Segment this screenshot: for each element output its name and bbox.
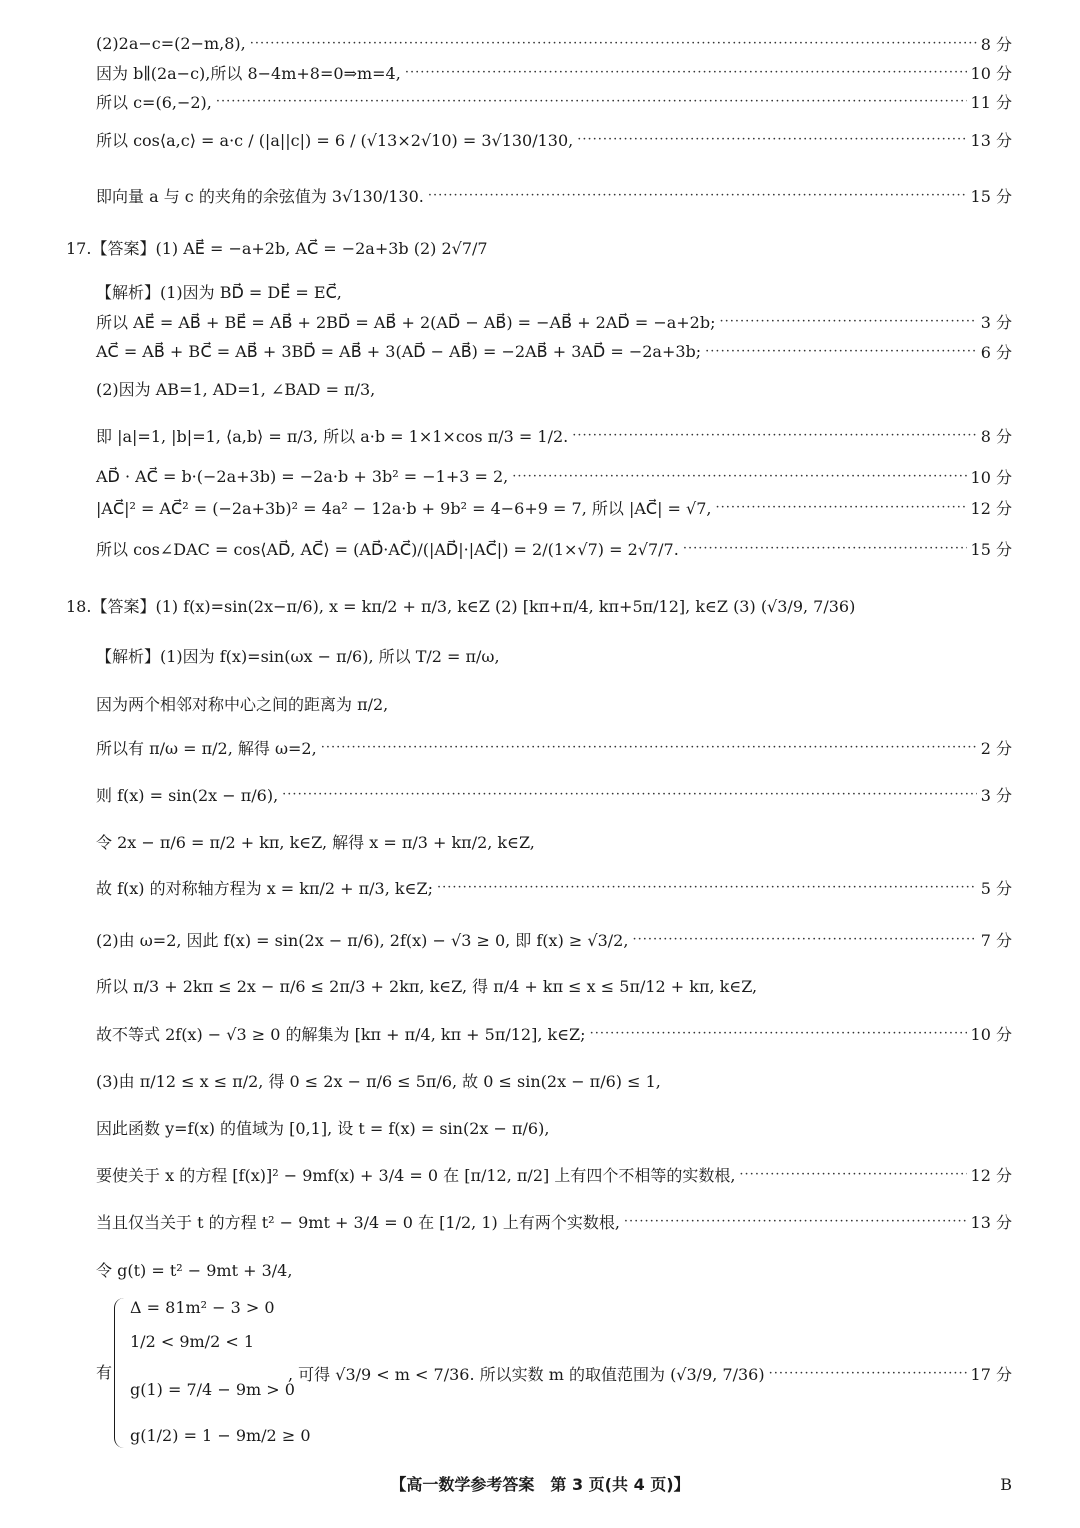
line-text: 因此函数 y=f(x) 的值域为 [0,1], 设 t = f(x) = sin(2x − π/6),	[96, 1118, 550, 1138]
score-label: 12 分	[970, 1165, 1012, 1185]
answer-line	[96, 826, 1012, 856]
leader-dots	[739, 1167, 966, 1182]
line-text: 即 |a|=1, |b|=1, ⟨a,b⟩ = π/3, 所以 a·b = 1×1×cos π/3 = 1/2.	[96, 426, 569, 446]
answer-line	[96, 1065, 1012, 1095]
score-label: 10 分	[970, 467, 1012, 487]
line-text: 18.【答案】(1) f(x)=sin(2x−π/6), x = kπ/2 + π/3, k∈Z (2) [kπ+π/4, kπ+5π/12], k∈Z (3) (√3/9, 7/36)	[66, 596, 856, 616]
line-text: (2)因为 AB=1, AD=1, ∠BAD = π/3,	[96, 379, 376, 399]
answer-line	[96, 970, 1012, 1000]
answer-line	[96, 57, 1012, 87]
score-label: 2 分	[980, 738, 1012, 758]
leader-dots	[572, 428, 976, 443]
answer-line	[96, 124, 1012, 154]
answer-line	[66, 590, 1012, 620]
leader-dots	[705, 344, 977, 359]
line-text: 则 f(x) = sin(2x − π/6),	[96, 785, 279, 805]
leader-dots	[719, 314, 976, 329]
line-text: 所以 π/3 + 2kπ ≤ 2x − π/6 ≤ 2π/3 + 2kπ, k∈Z, 得 π/4 + kπ ≤ x ≤ 5π/12 + kπ, k∈Z,	[96, 976, 758, 996]
score-label: 13 分	[970, 130, 1012, 150]
answer-line	[96, 924, 1012, 954]
score-label: 13 分	[970, 1212, 1012, 1232]
leader-dots	[624, 1214, 967, 1229]
score-label: 11 分	[970, 92, 1012, 112]
leader-dots	[405, 65, 967, 80]
score-label: 12 分	[970, 498, 1012, 518]
answer-line	[96, 86, 1012, 116]
leader-dots	[590, 1026, 967, 1041]
line-text: 令 g(t) = t² − 9mt + 3/4,	[96, 1260, 293, 1280]
conclusion-text: , 可得 √3/9 < m < 7/36. 所以实数 m 的取值范围为 (√3/9, 7/36)	[288, 1364, 765, 1384]
answer-line	[96, 640, 1012, 670]
system-row: 1/2 < 9m/2 < 1	[130, 1331, 255, 1351]
answer-line	[96, 276, 1012, 306]
system-conclusion-line	[288, 1358, 1012, 1388]
answer-line	[96, 779, 1012, 809]
line-text: 所以 cos∠DAC = cos⟨AD⃗, AC⃗⟩ = (AD⃗·AC⃗)/(|AD⃗|·|AC⃗|) = 2/(1×√7) = 2√7/7.	[96, 539, 679, 559]
score-label: 7 分	[980, 930, 1012, 950]
answer-line	[96, 180, 1012, 210]
line-text: 令 2x − π/6 = π/2 + kπ, k∈Z, 解得 x = π/3 + kπ/2, k∈Z,	[96, 832, 535, 852]
line-text: 因为 b∥(2a−c),所以 8−4m+8=0⇒m=4,	[96, 63, 401, 83]
answer-line	[96, 336, 1012, 366]
line-text: (2)2a−c=(2−m,8),	[96, 33, 246, 53]
score-label: 8 分	[980, 34, 1012, 54]
line-text: 当且仅当关于 t 的方程 t² − 9mt + 3/4 = 0 在 [1/2, 1) 上有两个实数根,	[96, 1212, 620, 1232]
leader-dots	[577, 132, 966, 147]
line-text: 所以 AE⃗ = AB⃗ + BE⃗ = AB⃗ + 2BD⃗ = AB⃗ + 2(AD⃗ − AB⃗) = −AB⃗ + 2AD⃗ = −a+2b;	[96, 312, 716, 332]
line-text: 所以 c=(6,−2),	[96, 92, 212, 112]
line-text: AD⃗ · AC⃗ = b·(−2a+3b) = −2a·b + 3b² = −1+3 = 2,	[96, 466, 509, 486]
score-label: 6 分	[980, 342, 1012, 362]
score-label: 17 分	[970, 1364, 1012, 1384]
line-text: 即向量 a 与 c 的夹角的余弦值为 3√130/130.	[96, 186, 424, 206]
leader-dots	[428, 188, 967, 203]
leader-dots	[250, 36, 977, 51]
line-text: (3)由 π/12 ≤ x ≤ π/2, 得 0 ≤ 2x − π/6 ≤ 5π/6, 故 0 ≤ sin(2x − π/6) ≤ 1,	[96, 1071, 661, 1091]
answer-line	[66, 232, 1012, 262]
answer-line	[96, 1018, 1012, 1048]
answer-line	[96, 1206, 1012, 1236]
line-text: 所以有 π/ω = π/2, 解得 ω=2,	[96, 738, 317, 758]
line-text: 要使关于 x 的方程 [f(x)]² − 9mf(x) + 3/4 = 0 在 [π/12, π/2] 上有四个不相等的实数根,	[96, 1165, 736, 1185]
score-label: 10 分	[970, 63, 1012, 83]
line-text: 故不等式 2f(x) − √3 ≥ 0 的解集为 [kπ + π/4, kπ + 5π/12], k∈Z;	[96, 1024, 586, 1044]
system-row: g(1) = 7/4 − 9m > 0	[130, 1379, 295, 1399]
line-text: |AC⃗|² = AC⃗² = (−2a+3b)² = 4a² − 12a·b + 9b² = 4−6+9 = 7, 所以 |AC⃗| = √7,	[96, 498, 712, 518]
answer-line	[96, 1112, 1012, 1142]
leader-dots	[683, 541, 967, 556]
leader-dots	[437, 880, 977, 895]
page-footer: 【高一数学参考答案 第 3 页(共 4 页)】	[390, 1475, 690, 1494]
system-brace	[114, 1298, 125, 1448]
version-label: B	[1000, 1475, 1012, 1494]
answer-line	[96, 28, 1012, 58]
answer-line	[96, 1159, 1012, 1189]
line-text: 所以 cos⟨a,c⟩ = a·c / (|a||c|) = 6 / (√13×2√10) = 3√130/130,	[96, 130, 574, 150]
line-text: 【解析】(1)因为 BD⃗ = DE⃗ = EC⃗,	[96, 282, 342, 302]
leader-dots	[512, 469, 966, 484]
score-label: 15 分	[970, 539, 1012, 559]
answer-line	[96, 420, 1012, 450]
answer-line	[96, 688, 1012, 718]
line-text: 故 f(x) 的对称轴方程为 x = kπ/2 + π/3, k∈Z;	[96, 878, 433, 898]
line-text: 【解析】(1)因为 f(x)=sin(ωx − π/6), 所以 T/2 = π/ω,	[96, 646, 500, 666]
answer-line	[96, 872, 1012, 902]
leader-dots	[632, 932, 976, 947]
leader-dots	[321, 740, 977, 755]
answer-line	[96, 533, 1012, 563]
leader-dots	[282, 787, 977, 802]
answer-line	[96, 461, 1012, 491]
score-label: 3 分	[980, 785, 1012, 805]
system-row: g(1/2) = 1 − 9m/2 ≥ 0	[130, 1425, 311, 1445]
system-row: Δ = 81m² − 3 > 0	[130, 1297, 275, 1317]
score-label: 15 分	[970, 186, 1012, 206]
leader-dots	[716, 500, 967, 515]
answer-line	[96, 1254, 1012, 1284]
line-text: AC⃗ = AB⃗ + BC⃗ = AB⃗ + 3BD⃗ = AB⃗ + 3(AD⃗ − AB⃗) = −2AB⃗ + 3AD⃗ = −2a+3b;	[96, 341, 702, 361]
answer-line	[96, 732, 1012, 762]
system-prefix: 有	[96, 1363, 113, 1382]
score-label: 3 分	[980, 312, 1012, 332]
score-label: 8 分	[980, 426, 1012, 446]
line-text: 17.【答案】(1) AE⃗ = −a+2b, AC⃗ = −2a+3b (2) 2√7/7	[66, 238, 488, 258]
leader-dots	[216, 94, 967, 109]
answer-line	[96, 306, 1012, 336]
leader-dots	[769, 1366, 967, 1381]
line-text: 因为两个相邻对称中心之间的距离为 π/2,	[96, 694, 389, 714]
answer-line	[96, 373, 1012, 403]
answer-line	[96, 492, 1012, 522]
score-label: 10 分	[970, 1024, 1012, 1044]
line-text: (2)由 ω=2, 因此 f(x) = sin(2x − π/6), 2f(x) − √3 ≥ 0, 即 f(x) ≥ √3/2,	[96, 930, 629, 950]
score-label: 5 分	[980, 878, 1012, 898]
